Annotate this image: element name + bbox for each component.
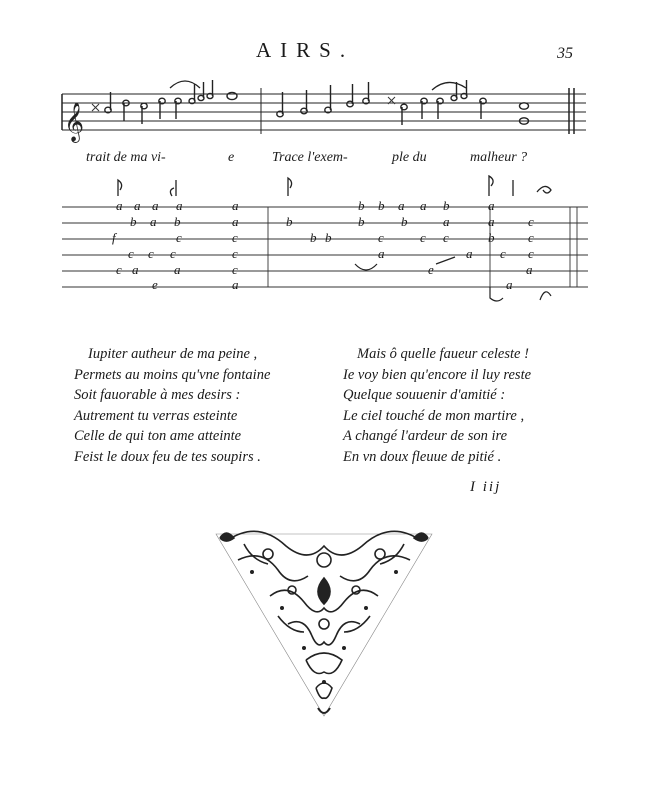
tab-letter: c: [170, 246, 176, 261]
tab-letter: a: [378, 246, 385, 261]
tab-letter: b: [286, 214, 293, 229]
verse-line: A changé l'ardeur de son ire: [343, 428, 508, 444]
verse-right-column: [343, 344, 531, 467]
tab-letter: b: [310, 230, 317, 245]
note: [461, 80, 467, 99]
tab-letter: c: [232, 262, 238, 277]
note: [401, 104, 407, 125]
rhythm-flags: [118, 176, 551, 196]
lyric-syllable: ple du: [392, 150, 427, 165]
tab-letter: e: [152, 277, 158, 292]
tab-letter: c: [443, 230, 449, 245]
tab-letter: c: [116, 262, 122, 277]
tab-letter: b: [488, 230, 495, 245]
tab-letter: a: [176, 198, 183, 213]
lyric-syllable: malheur ?: [470, 150, 528, 165]
note: [451, 82, 457, 101]
tab-letter: a: [398, 198, 405, 213]
fleuron-ornament-icon: [208, 520, 440, 720]
verse-line: Quelque souuenir d'amitié :: [343, 387, 506, 403]
tab-letter: a: [150, 214, 157, 229]
tab-letter: b: [401, 214, 408, 229]
tab-letter: a: [232, 214, 239, 229]
tab-letter: c: [148, 246, 154, 261]
note: [277, 92, 283, 117]
note: [363, 82, 369, 104]
sharp-icon: [92, 97, 395, 111]
verse-line: Iupiter autheur de ma peine ,: [88, 346, 258, 362]
note: [325, 85, 331, 113]
tab-letter: b: [130, 214, 137, 229]
tab-letter: a: [174, 262, 181, 277]
note: [159, 98, 165, 119]
tab-letter: c: [528, 230, 534, 245]
verse-line: Autrement tu verras esteinte: [74, 407, 238, 424]
verse-left-column: [74, 344, 270, 467]
tab-letter: a: [232, 198, 239, 213]
note: [198, 82, 204, 101]
tab-letter: c: [528, 246, 534, 261]
tablature-marks: [355, 257, 551, 301]
tab-letter: e: [428, 262, 434, 277]
running-title: AIRS.: [256, 38, 355, 62]
tab-letter: a: [443, 214, 450, 229]
page-number: 35: [557, 45, 573, 62]
tab-letter: c: [232, 230, 238, 245]
note: [421, 98, 427, 119]
tab-letter: a: [132, 262, 139, 277]
tab-letter: f: [112, 230, 116, 245]
note: [105, 92, 111, 113]
lyric-syllable: e: [228, 150, 235, 165]
verse-line: Celle de qui ton ame atteinte: [74, 428, 242, 444]
vocal-staff: [62, 88, 586, 134]
lyric-syllable: Trace l'exem-: [272, 150, 348, 165]
tab-letter: a: [506, 277, 513, 292]
verse-line: Le ciel touché de mon martire ,: [343, 407, 525, 424]
tab-letter: b: [358, 214, 365, 229]
tab-letter: a: [526, 262, 533, 277]
verse-line: Feist le doux feu de tes soupirs .: [74, 448, 261, 465]
note: [480, 98, 486, 119]
treble-clef-icon: [64, 102, 84, 143]
tab-letter: b: [443, 198, 450, 213]
verse-line: Soit fauorable à mes desirs :: [74, 387, 241, 403]
tab-letter: a: [488, 214, 495, 229]
slur-marks: [170, 81, 466, 90]
tab-letter: c: [176, 230, 182, 245]
note: [227, 92, 237, 99]
verse-line: Mais ô quelle faueur celeste !: [357, 346, 529, 362]
tab-letter: a: [420, 198, 427, 213]
tab-letter: c: [420, 230, 426, 245]
lyrics-line: [0, 150, 651, 174]
tab-letter: c: [528, 214, 534, 229]
tab-letter: b: [325, 230, 332, 245]
tab-letter: a: [232, 277, 239, 292]
tab-letter: a: [466, 246, 473, 261]
tab-letter: a: [488, 198, 495, 213]
tab-letter: c: [378, 230, 384, 245]
note: [207, 80, 213, 99]
note: [437, 98, 443, 119]
tab-letter: a: [152, 198, 159, 213]
tab-letter: c: [500, 246, 506, 261]
tab-letter: a: [116, 198, 123, 213]
tablature-staff: [62, 207, 588, 287]
tab-letter: c: [128, 246, 134, 261]
tab-letter: c: [232, 246, 238, 261]
tab-letter: b: [378, 198, 385, 213]
verse-line: Ie voy bien qu'encore il luy reste: [343, 366, 532, 383]
svg-text:𝄞: 𝄞: [64, 102, 85, 142]
verse-line: En vn doux fleuue de pitié .: [343, 448, 502, 465]
verse-line: Permets au moins qu'vne fontaine: [74, 366, 271, 383]
signature-mark: I iij: [470, 479, 502, 495]
note: [175, 98, 181, 119]
tab-letter: a: [134, 198, 141, 213]
lyric-syllable: trait de ma vi-: [86, 150, 166, 165]
tab-letter: b: [174, 214, 181, 229]
tab-letter: b: [358, 198, 365, 213]
